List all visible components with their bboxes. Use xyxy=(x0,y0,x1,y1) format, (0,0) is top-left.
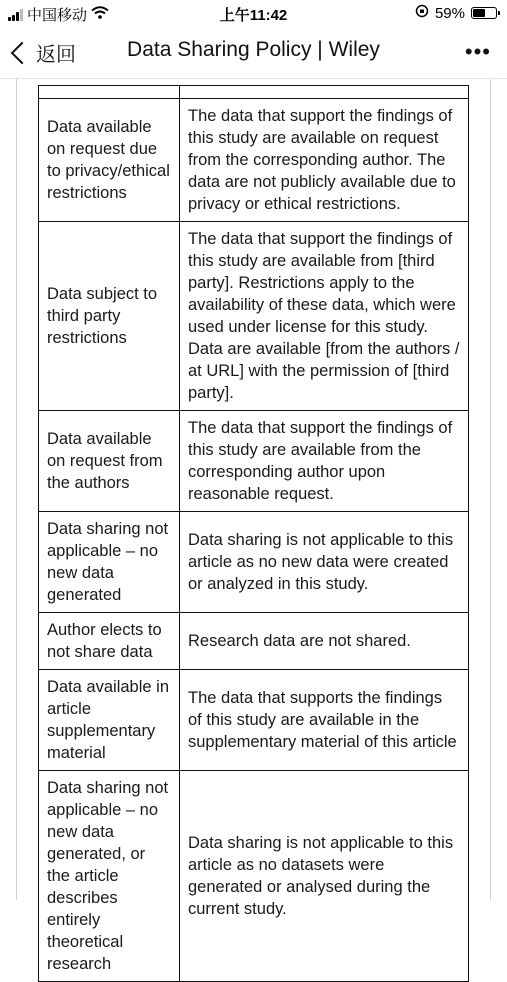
table-row xyxy=(39,512,469,613)
battery-fill xyxy=(473,9,485,17)
table-row xyxy=(39,222,469,411)
battery-percent: 59% xyxy=(434,4,465,22)
table-row xyxy=(39,771,469,982)
navigation-bar xyxy=(0,26,507,79)
status-right xyxy=(415,4,497,22)
statement-template-cell: The data that support the findings of this study are available from [third party]. Restrictions apply to the availability of these data, which were used under license for this study. Data are available [from the authors / at URL] with the permission of [third party]. xyxy=(180,222,469,411)
data-sharing-statement-table xyxy=(38,85,469,982)
statement-template-cell: The data that supports the findings of this study are available in the supplementary material of this article xyxy=(180,670,469,771)
carrier-name: 中国移动 xyxy=(27,7,88,24)
statement-type-cell: Data available on request due to privacy/ethical restrictions xyxy=(39,99,180,222)
back-label: 返回 xyxy=(36,44,76,66)
table-row xyxy=(39,411,469,512)
battery-icon xyxy=(471,7,497,19)
table-row xyxy=(39,670,469,771)
statement-type-cell: Data sharing not applicable – no new data generated xyxy=(39,512,180,613)
more-options-button[interactable]: ••• xyxy=(464,39,491,64)
statement-type-cell: Data subject to third party restrictions xyxy=(39,222,180,411)
statement-type-cell: Data available in article supplementary material xyxy=(39,670,180,771)
table-cell xyxy=(39,86,180,99)
table-body xyxy=(39,86,469,982)
statement-template-cell: Data sharing is not applicable to this article as no new data were created or analyzed in this study. xyxy=(180,512,469,613)
web-content[interactable] xyxy=(0,79,507,973)
statement-template-cell: Data sharing is not applicable to this article as no datasets were generated or analysed during the current study. xyxy=(180,771,469,982)
page-title: Data Sharing Policy | Wiley xyxy=(127,38,380,61)
statement-type-cell: Data available on request from the authors xyxy=(39,411,180,512)
table-row xyxy=(39,99,469,222)
orientation-lock-icon xyxy=(415,4,429,22)
statement-template-cell: The data that support the findings of this study are available from the corresponding author upon reasonable request. xyxy=(180,411,469,512)
statement-type-cell: Author elects to not share data xyxy=(39,613,180,670)
table-row-top-edge xyxy=(39,86,469,99)
statement-type-cell: Data sharing not applicable – no new data generated, or the article describes entirely theoretical research xyxy=(39,771,180,982)
table-cell xyxy=(180,86,469,99)
page-edge-right xyxy=(490,79,491,900)
clock: 上午11:42 xyxy=(219,7,288,24)
table-row xyxy=(39,613,469,670)
statement-template-cell: The data that support the findings of this study are available on request from the corresponding author. The data are not publicly available due to privacy or ethical restrictions. xyxy=(180,99,469,222)
statement-template-cell: Research data are not shared. xyxy=(180,613,469,670)
status-bar xyxy=(0,0,507,26)
page-edge-left xyxy=(16,79,17,900)
